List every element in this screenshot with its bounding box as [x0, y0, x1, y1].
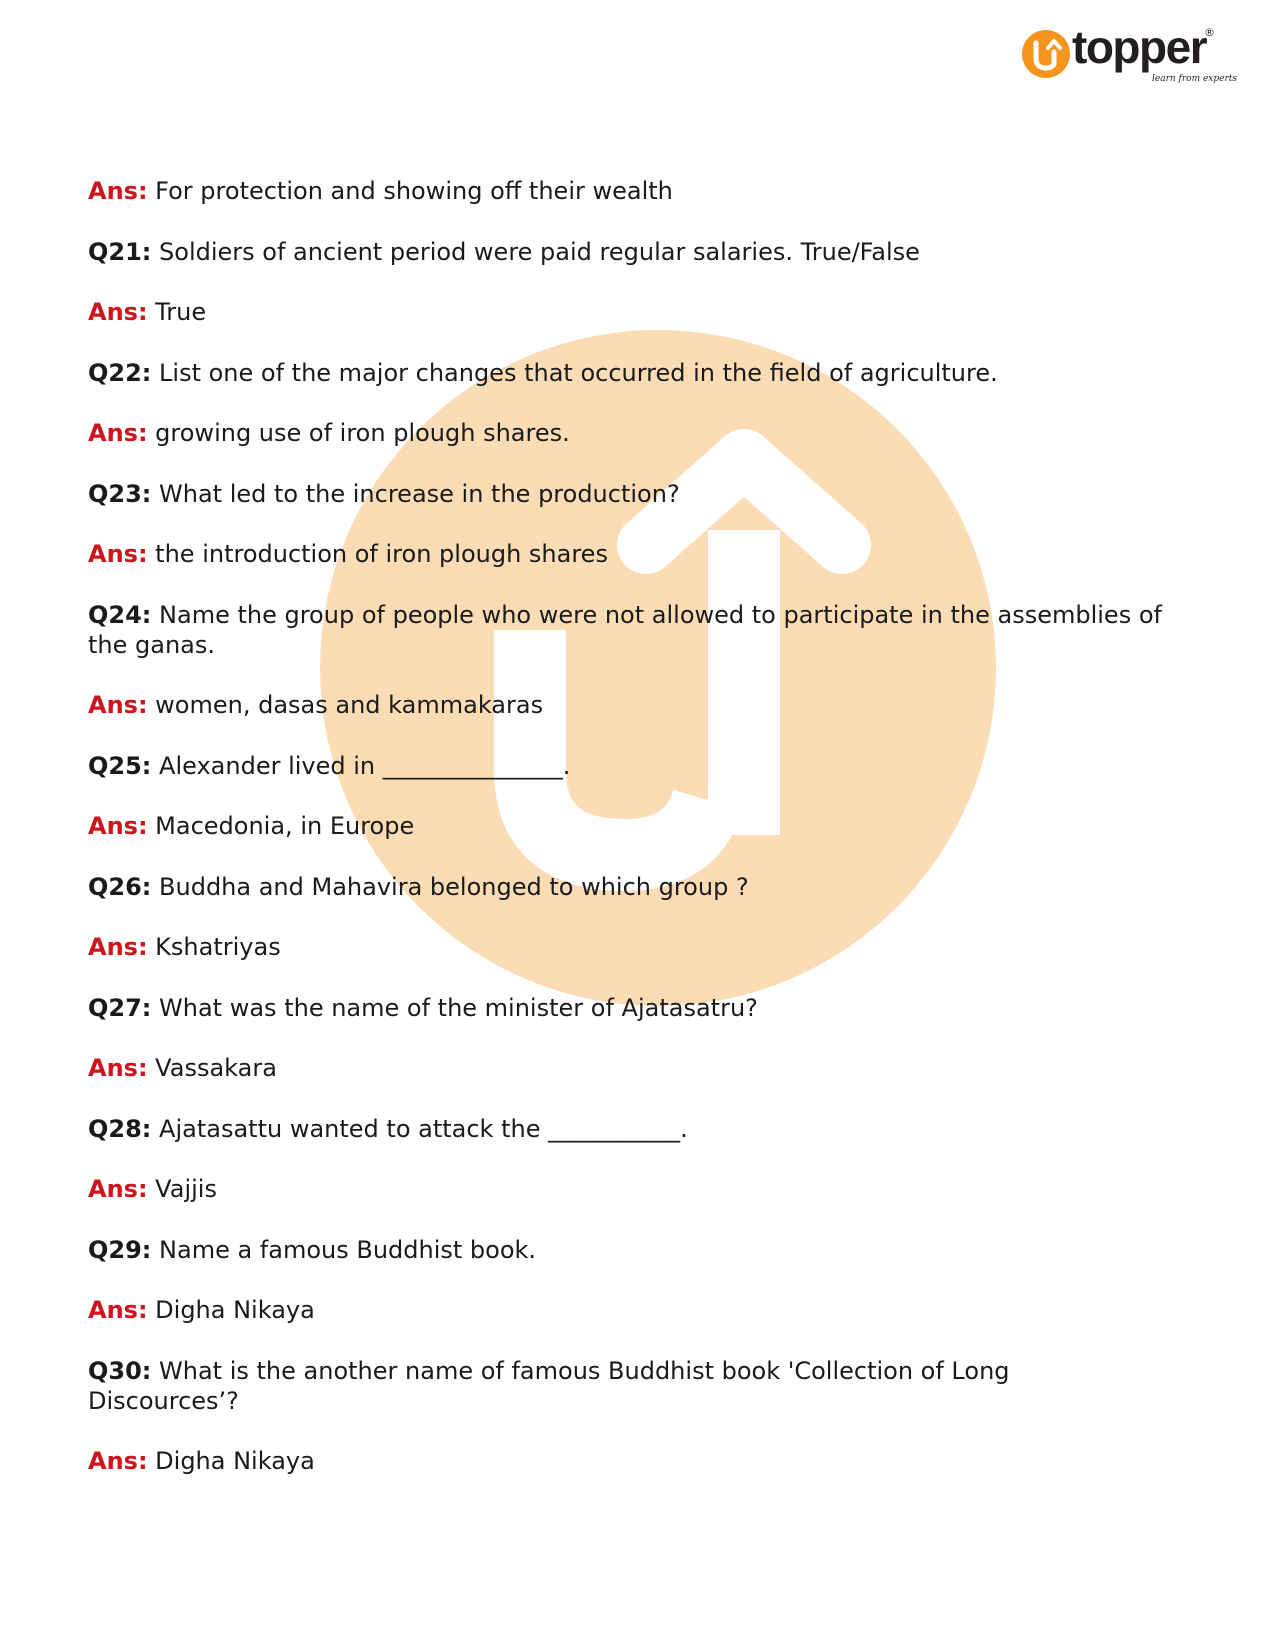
question-label: Q24:: [88, 600, 152, 629]
question-item: [88, 237, 1168, 267]
answer-text: For protection and showing off their wealth: [147, 177, 673, 205]
answer-label: Ans:: [88, 1447, 148, 1475]
answer-label: Ans:: [88, 540, 148, 568]
question-text: What was the name of the minister of Ajatasatru?: [151, 993, 758, 1022]
question-item: [88, 358, 1168, 388]
answer-item: [88, 811, 1168, 841]
answer-item: [88, 297, 1168, 327]
question-item: [88, 1235, 1168, 1265]
answer-label: Ans:: [88, 812, 148, 840]
answer-label: Ans:: [88, 1296, 148, 1324]
question-text: What is the another name of famous Buddhist book 'Collection of Long Discources’?: [88, 1356, 1010, 1415]
brand-tagline: learn from experts: [1152, 74, 1238, 84]
question-item: [88, 479, 1168, 509]
answer-text: True: [147, 298, 207, 326]
answer-label: Ans:: [88, 1175, 148, 1203]
answer-text: Kshatriyas: [147, 933, 281, 961]
question-text: Alexander lived in _______________.: [151, 751, 571, 780]
question-label: Q30:: [88, 1356, 152, 1385]
answer-text: Digha Nikaya: [147, 1447, 315, 1475]
qa-list: [88, 176, 1168, 1507]
question-item: [88, 1356, 1168, 1416]
question-text: Name the group of people who were not allowed to participate in the assemblies of the ganas.: [88, 600, 1162, 659]
answer-text: growing use of iron plough shares.: [147, 419, 570, 447]
answer-item: [88, 932, 1168, 962]
answer-text: Digha Nikaya: [147, 1296, 315, 1324]
question-label: Q26:: [88, 872, 152, 901]
answer-item: [88, 176, 1168, 206]
question-label: Q25:: [88, 751, 152, 780]
question-text: List one of the major changes that occurred in the field of agriculture.: [151, 358, 998, 387]
question-label: Q21:: [88, 237, 152, 266]
question-item: [88, 872, 1168, 902]
answer-label: Ans:: [88, 419, 148, 447]
question-text: Ajatasattu wanted to attack the ___________.: [151, 1114, 688, 1143]
question-text: Name a famous Buddhist book.: [151, 1235, 537, 1264]
answer-text: Vajjis: [147, 1175, 217, 1203]
answer-label: Ans:: [88, 177, 148, 205]
answer-item: [88, 1446, 1168, 1476]
answer-text: women, dasas and kammakaras: [147, 691, 544, 719]
answer-label: Ans:: [88, 933, 148, 961]
registered-mark: ®: [1204, 26, 1215, 39]
answer-label: Ans:: [88, 1054, 148, 1082]
question-item: [88, 751, 1168, 781]
question-text: Buddha and Mahavira belonged to which group ?: [151, 872, 749, 901]
answer-text: the introduction of iron plough shares: [147, 540, 608, 568]
question-text: Soldiers of ancient period were paid regular salaries. True/False: [151, 237, 920, 266]
answer-label: Ans:: [88, 691, 148, 719]
answer-item: [88, 418, 1168, 448]
question-label: Q28:: [88, 1114, 152, 1143]
answer-text: Macedonia, in Europe: [147, 812, 415, 840]
question-item: [88, 993, 1168, 1023]
answer-text: Vassakara: [147, 1054, 277, 1082]
answer-item: [88, 690, 1168, 720]
answer-item: [88, 1053, 1168, 1083]
answer-item: [88, 1295, 1168, 1325]
question-item: [88, 1114, 1168, 1144]
answer-item: [88, 1174, 1168, 1204]
question-item: [88, 600, 1168, 660]
question-label: Q22:: [88, 358, 152, 387]
question-label: Q27:: [88, 993, 152, 1022]
brand-wordmark: topper: [1072, 21, 1207, 73]
answer-label: Ans:: [88, 298, 148, 326]
answer-item: [88, 539, 1168, 569]
question-label: Q29:: [88, 1235, 152, 1264]
brand-logo: [1022, 21, 1238, 92]
question-label: Q23:: [88, 479, 152, 508]
question-text: What led to the increase in the production?: [151, 479, 680, 508]
utopper-u-icon: [1022, 30, 1070, 78]
